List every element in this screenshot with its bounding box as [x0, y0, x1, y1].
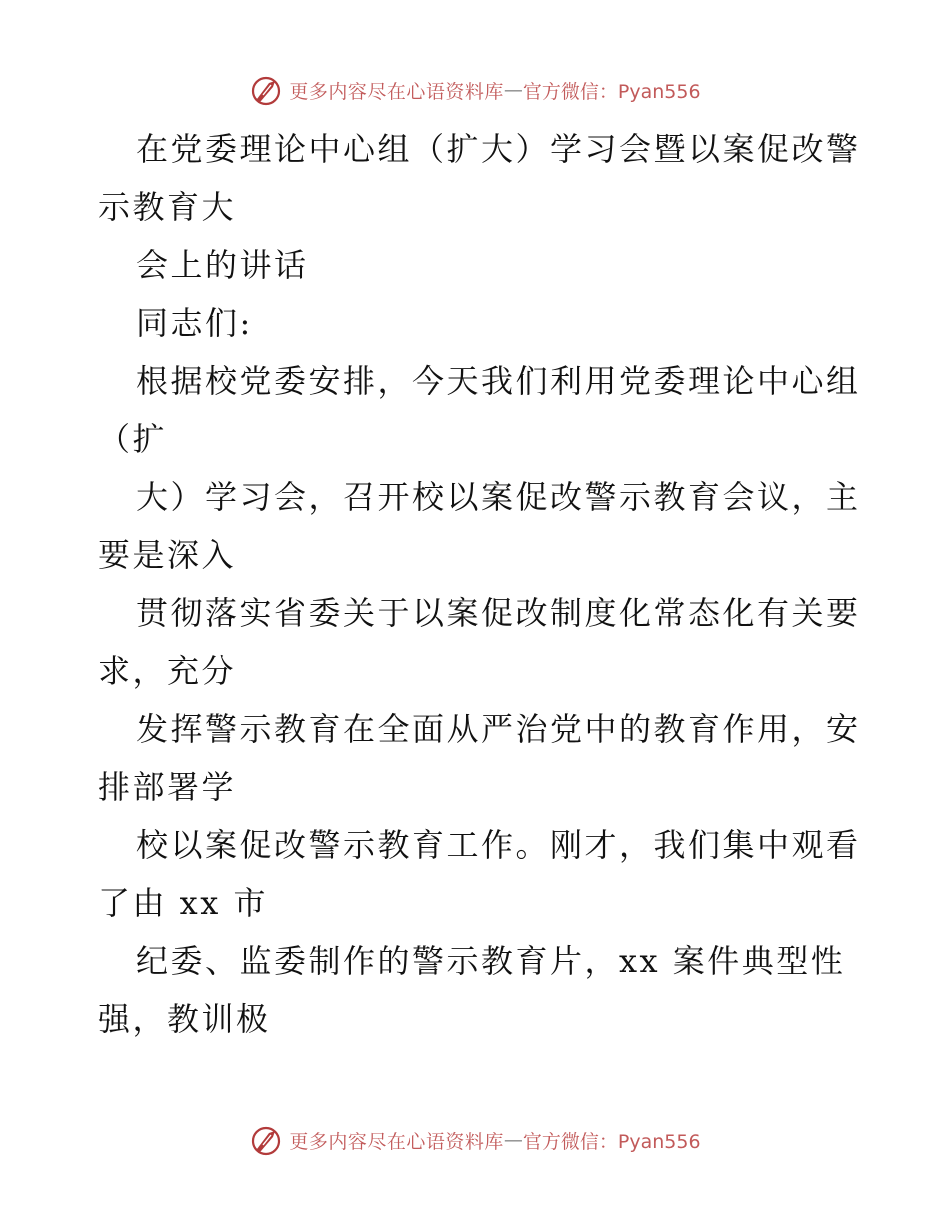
body-line-5: 根据校党委安排，今天我们利用党委理论中心组 — [136, 362, 861, 400]
banner-separator: — — [503, 79, 523, 101]
body-line-9: 贯彻落实省委关于以案促改制度化常态化有关要 — [136, 594, 861, 632]
footer-site-text: 更多内容尽在心语资料库 — [289, 1130, 504, 1153]
footer-wechat-text: 官方微信：Pyan556 — [522, 1130, 701, 1153]
body-line-11: 发挥警示教育在全面从严治党中的教育作用，安 — [136, 710, 861, 748]
pen-nib-logo-icon — [249, 73, 283, 107]
pen-nib-logo-icon — [249, 1123, 283, 1157]
body-line-13: 校以案促改警示教育工作。刚才，我们集中观看 — [136, 826, 861, 864]
body-line-8: 要是深入 — [98, 536, 237, 574]
body-line-16: 强，教训极 — [98, 1000, 271, 1038]
banner-wechat-text: 官方微信：Pyan556 — [522, 80, 701, 103]
document-body — [98, 120, 861, 1048]
footer-banner — [0, 1120, 950, 1160]
body-line-10: 求，充分 — [98, 652, 237, 690]
body-line-7: 大）学习会，召开校以案促改警示教育会议，主 — [136, 478, 861, 516]
header-banner — [0, 70, 950, 110]
footer-separator: — — [503, 1129, 523, 1151]
body-line-15: 纪委、监委制作的警示教育片，xx 案件典型性 — [136, 942, 846, 980]
body-line-12: 排部署学 — [98, 768, 237, 806]
body-line-3: 会上的讲话 — [136, 246, 309, 284]
body-line-4: 同志们: — [136, 304, 253, 342]
banner-site-text: 更多内容尽在心语资料库 — [289, 80, 504, 103]
body-line-1: 在党委理论中心组（扩大）学习会暨以案促改警 — [136, 130, 861, 168]
body-line-6: （扩 — [98, 420, 168, 458]
body-line-14: 了由 xx 市 — [98, 884, 268, 922]
body-line-2: 示教育大 — [98, 188, 237, 226]
